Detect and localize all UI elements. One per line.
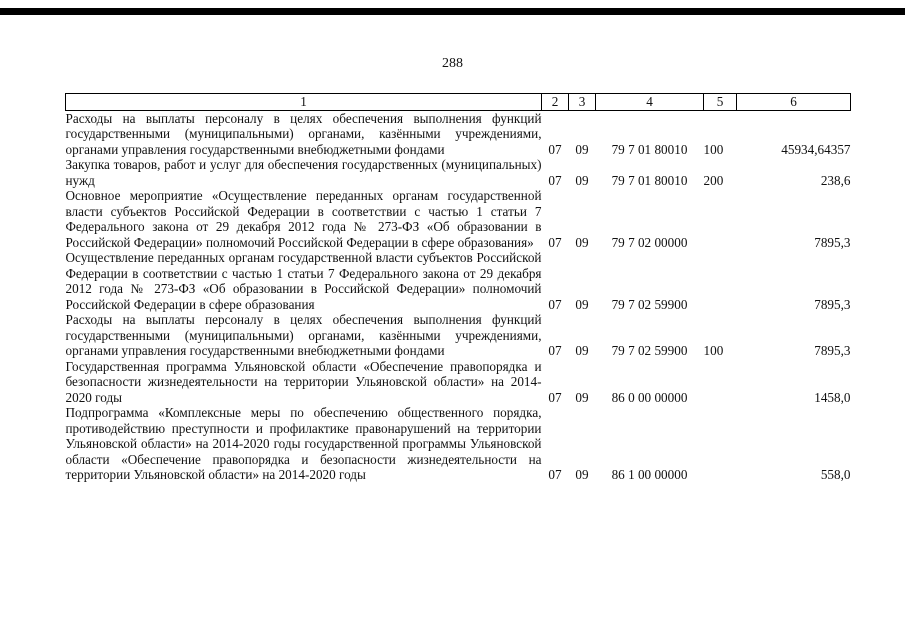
- row-amount: 45934,64357: [781, 141, 851, 157]
- row-expense-type: 200: [703, 172, 724, 188]
- row-target-article: 86 1 00 00000: [611, 467, 688, 482]
- row-podrazdel: 09: [575, 343, 589, 358]
- row-target-article: 79 7 02 59900: [611, 343, 688, 358]
- row-description: Подпрограмма «Комплексные меры по обеспечению общественного порядка, противодействию преступности и профилактике правонарушений на территории Ульяновской области» на 2014-2020 годы государственной программы Ульяновской области «Обеспечение правопорядка и безопасности жизнедеятельности на территории Ульяновской области» на 2014-2020 годы: [65, 405, 542, 482]
- row-razdel: 07: [548, 467, 562, 482]
- row-podrazdel: 09: [575, 172, 589, 188]
- row-target-article: 79 7 02 00000: [611, 234, 688, 250]
- row-description: Расходы на выплаты персоналу в целях обеспечения выполнения функций государственными (муниципальными) органами, казёнными учреждениями, органами управления государственными внебюджетными фондами: [65, 110, 542, 157]
- row-expense-type: [704, 250, 737, 312]
- row-amount: 558,0: [820, 467, 851, 482]
- table-row: [66, 405, 851, 483]
- row-target-article: 79 7 01 80010: [611, 141, 688, 157]
- row-description: Расходы на выплаты персоналу в целях обеспечения выполнения функций государственными (муниципальными) органами, казёнными учреждениями, органами управления государственными внебюджетными фондами: [65, 312, 542, 358]
- row-amount: 7895,3: [814, 296, 851, 312]
- row-description: Закупка товаров, работ и услуг для обеспечения государственных (муниципальных) нужд: [65, 157, 542, 188]
- row-expense-type: 100: [703, 343, 724, 358]
- column-header-6: 6: [737, 94, 851, 111]
- table-row: [66, 312, 851, 359]
- row-amount: 1458,0: [814, 389, 851, 405]
- row-podrazdel: 09: [575, 234, 589, 250]
- row-description: Государственная программа Ульяновской области «Обеспечение правопорядка и безопасности жизнедеятельности на территории Ульяновской области» на 2014-2020 годы: [65, 358, 542, 405]
- row-expense-type: 100: [703, 141, 724, 157]
- page-number: 288: [442, 56, 463, 71]
- row-target-article: 86 0 00 00000: [611, 389, 688, 405]
- row-expense-type: [704, 359, 737, 406]
- row-expense-type: [704, 188, 737, 250]
- table-row: [66, 188, 851, 250]
- row-amount: 238,6: [820, 172, 851, 188]
- table-row: [66, 157, 851, 188]
- row-description: Основное мероприятие «Осуществление переданных органам государственной власти субъектов Российской Федерации в соответствии с частью 1 статьи 7 Федерального закона от 29 декабря 2012 года № 273-ФЗ «Об образовании в Российской Федерации» полномочий Российской Федерации в сфере образования»: [65, 188, 542, 250]
- row-razdel: 07: [548, 389, 562, 405]
- column-header-4: 4: [596, 94, 704, 111]
- row-target-article: 79 7 01 80010: [611, 172, 688, 188]
- row-amount: 7895,3: [814, 234, 851, 250]
- row-razdel: 07: [548, 141, 562, 157]
- top-border-rule: [0, 8, 905, 15]
- row-razdel: 07: [548, 343, 562, 358]
- row-podrazdel: 09: [575, 141, 589, 157]
- row-target-article: 79 7 02 59900: [611, 296, 688, 312]
- row-amount: 7895,3: [814, 343, 851, 358]
- column-number-row: [66, 94, 851, 111]
- column-header-5: 5: [704, 94, 737, 111]
- row-razdel: 07: [548, 296, 562, 312]
- row-razdel: 07: [548, 234, 562, 250]
- budget-table: [65, 93, 851, 483]
- row-podrazdel: 09: [575, 467, 589, 482]
- table-row: [66, 250, 851, 312]
- row-razdel: 07: [548, 172, 562, 188]
- column-header-1: 1: [66, 94, 542, 111]
- table-row: [66, 110, 851, 157]
- row-podrazdel: 09: [575, 389, 589, 405]
- column-header-3: 3: [569, 94, 596, 111]
- table-row: [66, 359, 851, 406]
- row-podrazdel: 09: [575, 296, 589, 312]
- column-header-2: 2: [542, 94, 569, 111]
- row-expense-type: [704, 405, 737, 483]
- row-description: Осуществление переданных органам государственной власти субъектов Российской Федерации в соответствии с частью 1 статьи 7 Федерального закона от 29 декабря 2012 года № 273-ФЗ «Об образовании в Российской Федерации» полномочий Российской Федерации в сфере образования: [65, 250, 542, 312]
